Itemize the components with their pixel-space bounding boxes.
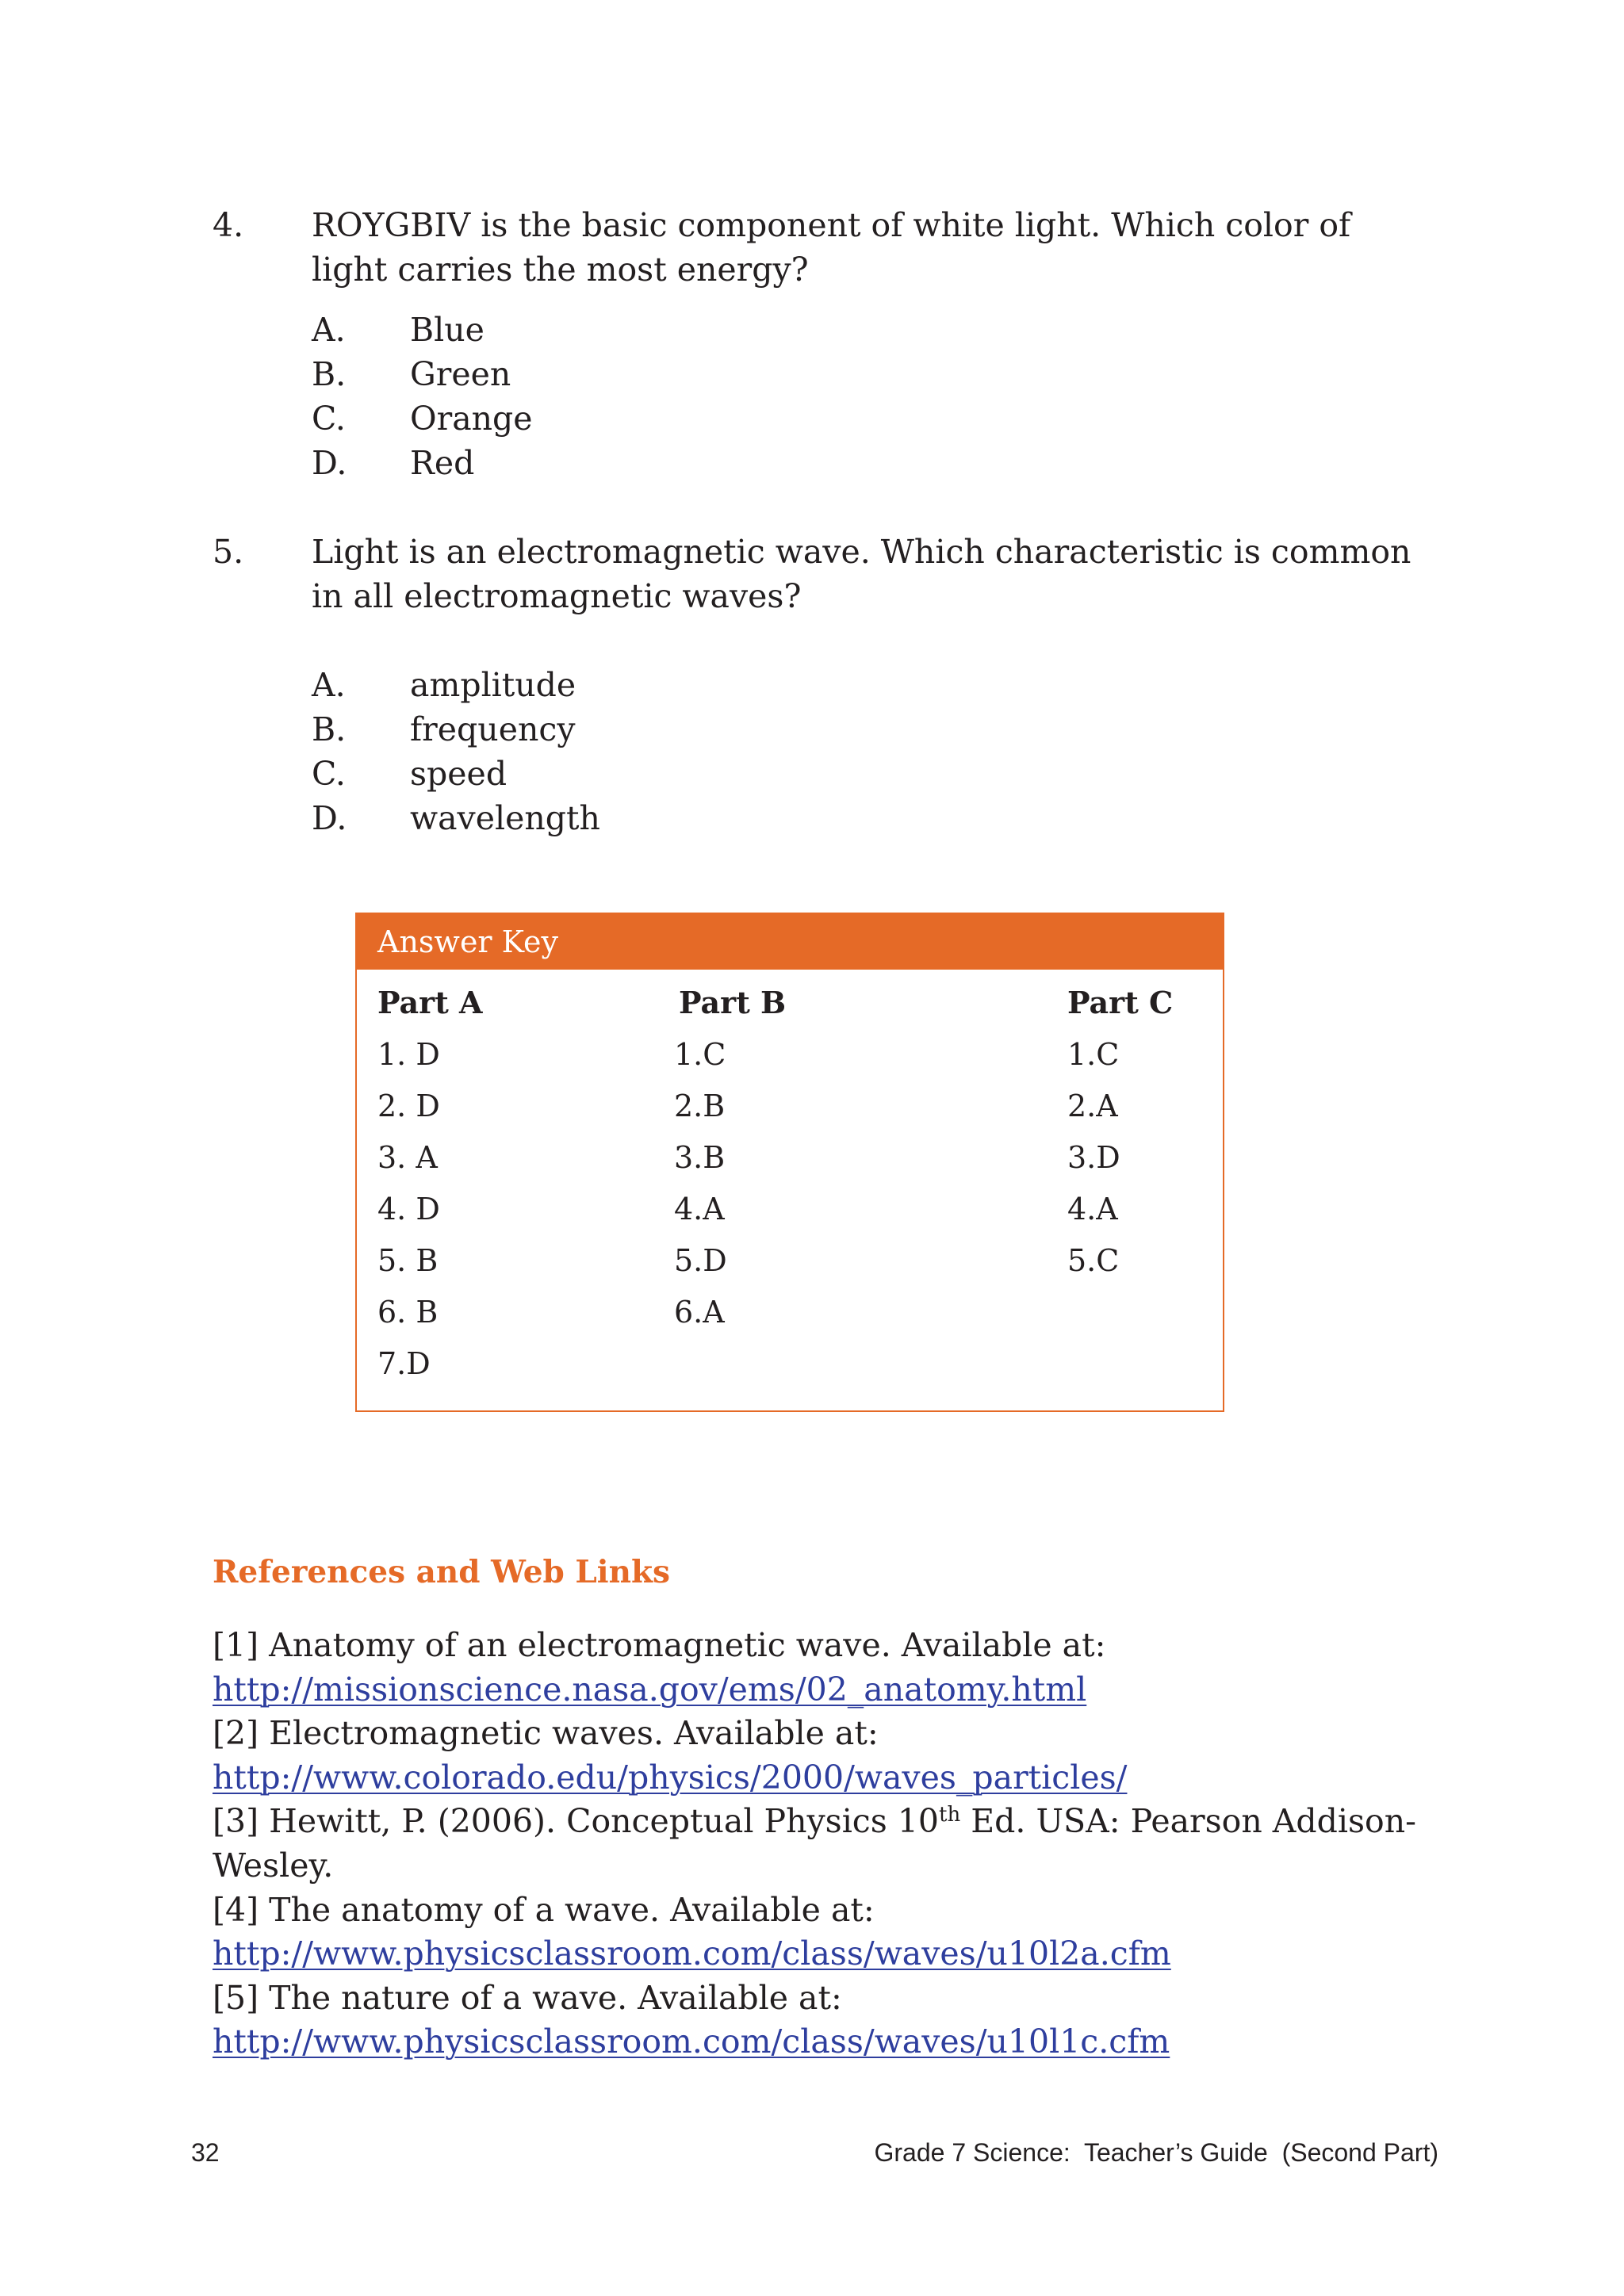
option-text: speed: [410, 755, 508, 793]
answer-key-header: [357, 914, 1223, 970]
answer-item: 4.A: [674, 1192, 725, 1226]
answer-item: 1. D: [377, 1037, 440, 1072]
answer-key-column-part-c: [1067, 985, 1173, 1295]
answer-item: 6. B: [377, 1295, 439, 1330]
answer-key-column-part-b: [674, 985, 786, 1346]
answer-item: 3.D: [1067, 1140, 1120, 1175]
answer-item: 2. D: [377, 1089, 440, 1123]
references-heading: References and Web Links: [213, 1554, 670, 1590]
reference-1-text: [1] Anatomy of an electromagnetic wave. Available at:: [213, 1626, 1106, 1664]
answer-item: 4.A: [1067, 1192, 1118, 1226]
option-letter: A.: [312, 666, 346, 704]
reference-5-text: [5] The nature of a wave. Available at:: [213, 1978, 842, 2017]
option-b: [312, 352, 511, 396]
option-a: [312, 308, 485, 352]
answer-key-title: Answer Key: [377, 924, 558, 959]
option-letter: C.: [312, 755, 346, 793]
reference-5-link[interactable]: http://www.physicsclassroom.com/class/waves/u10l1c.cfm: [213, 2022, 1170, 2061]
reference-3-text: [213, 1800, 1434, 1844]
option-letter: A.: [312, 311, 346, 349]
answer-item: 3.B: [674, 1140, 726, 1175]
option-text: wavelength: [410, 799, 600, 837]
reference-4-text: [4] The anatomy of a wave. Available at:: [213, 1890, 875, 1929]
question-text: ROYGBIV is the basic component of white light. Which color of light carries the most energy?: [312, 206, 1351, 289]
option-text: Green: [410, 355, 511, 393]
option-letter: B.: [312, 355, 347, 393]
column-header: Part B: [679, 985, 787, 1020]
answer-item: 6.A: [674, 1295, 725, 1330]
option-letter: B.: [312, 710, 347, 748]
answer-item: 1.C: [674, 1037, 726, 1072]
question-text: Light is an electromagnetic wave. Which characteristic is common in all electromagnetic waves?: [312, 533, 1411, 615]
reference-3-superscript: th: [939, 1803, 961, 1827]
option-letter: D.: [312, 799, 347, 837]
question-4: [213, 203, 1434, 488]
option-b: [312, 707, 575, 752]
option-text: Blue: [410, 311, 485, 349]
option-d: [312, 441, 474, 485]
question-number: 4.: [213, 206, 244, 244]
answer-item: 5. B: [377, 1243, 439, 1278]
answer-key-box: [355, 913, 1224, 1412]
reference-2-link[interactable]: http://www.colorado.edu/physics/2000/waves_particles/: [213, 1758, 1128, 1797]
option-letter: D.: [312, 444, 347, 482]
option-text: frequency: [410, 710, 576, 748]
reference-4-link[interactable]: http://www.physicsclassroom.com/class/waves/u10l2a.cfm: [213, 1934, 1171, 1973]
footer-title: Grade 7 Science: Teacher’s Guide (Second Part): [874, 2138, 1438, 2167]
answer-item: 2.B: [674, 1089, 726, 1123]
column-header: Part A: [377, 985, 483, 1020]
option-a: [312, 663, 576, 707]
option-c: [312, 396, 533, 441]
references-list: [213, 1624, 1434, 2064]
answer-item: 5.C: [1067, 1243, 1120, 1278]
answer-item: 5.D: [674, 1243, 727, 1278]
column-header: Part C: [1067, 985, 1174, 1020]
answer-item: 2.A: [1067, 1089, 1118, 1123]
option-c: [312, 752, 507, 796]
answer-item: 4. D: [377, 1192, 440, 1226]
question-number: 5.: [213, 533, 244, 571]
answer-item: 1.C: [1067, 1037, 1120, 1072]
reference-2-text: [2] Electromagnetic waves. Available at:: [213, 1714, 879, 1753]
option-letter: C.: [312, 400, 346, 438]
option-text: amplitude: [410, 666, 576, 704]
answer-item: 7.D: [377, 1346, 431, 1381]
option-d: [312, 796, 600, 840]
reference-3-text-before: [3] Hewitt, P. (2006). Conceptual Physics 10: [213, 1802, 940, 1841]
answer-key-column-part-a: [377, 985, 482, 1398]
question-5: [213, 530, 1434, 847]
page-number: 32: [191, 2138, 220, 2167]
option-text: Red: [410, 444, 475, 482]
answer-item: 3. A: [377, 1140, 438, 1175]
reference-3-text-after: Ed. USA: Pearson Addison-: [960, 1802, 1416, 1841]
option-text: Orange: [410, 400, 533, 438]
reference-3-continuation: Wesley.: [213, 1846, 334, 1885]
reference-1-link[interactable]: http://missionscience.nasa.gov/ems/02_anatomy.html: [213, 1670, 1087, 1709]
